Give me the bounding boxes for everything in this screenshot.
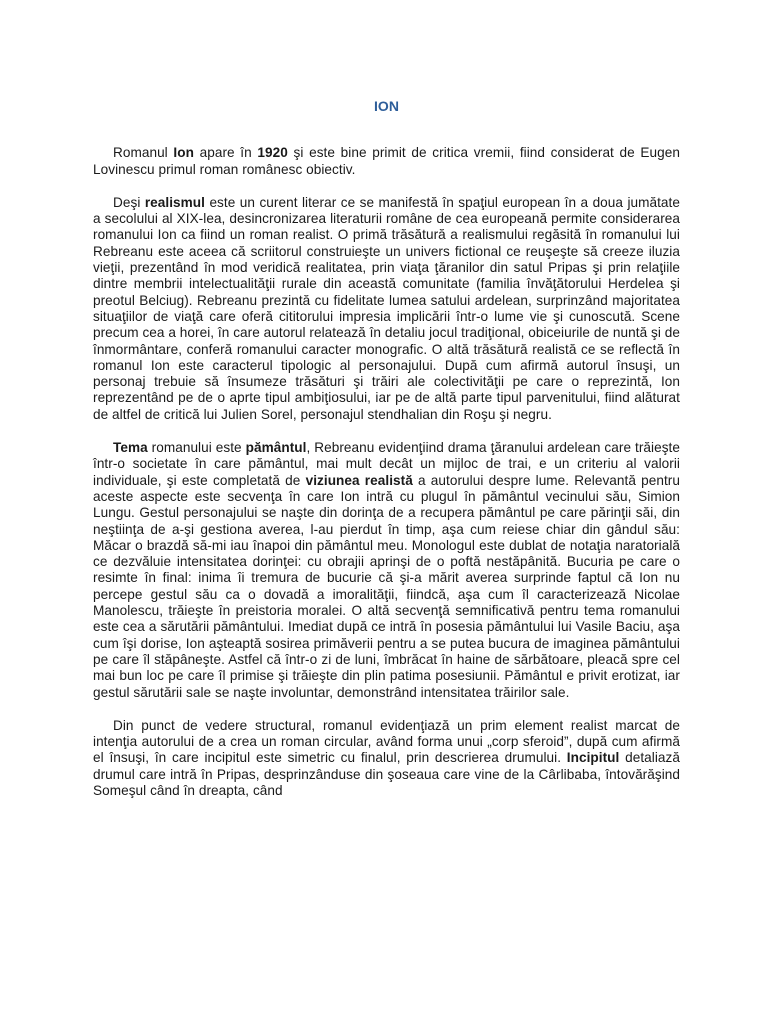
bold-text-run: Ion xyxy=(173,145,194,161)
bold-text-run: Tema xyxy=(113,440,148,456)
paragraph-4 xyxy=(93,718,680,799)
text-run: Romanul xyxy=(113,145,174,161)
bold-text-run: realismul xyxy=(144,194,205,210)
document-body xyxy=(93,145,680,799)
bold-text-run: Incipitul xyxy=(566,750,620,766)
document-title: ION xyxy=(374,98,399,114)
text-run: apare în xyxy=(193,145,258,161)
bold-text-run: pământul xyxy=(245,440,307,456)
text-run: este un curent literar ce se manifestă în spaţiul european în a doua jumătate a secolului al XIX-lea, desincronizarea literaturii române de cea europeană permite considerarea romanului Ion ca fiind un roman realist. O primă trăsătură a realismului regăsită în romanului lui Rebreanu este aceea că scriitorul construieşte un univers fictional ce reuşeşte să creeze iluzia vieţii, prezentând în mod veridică realitatea, prin viaţa ţăranilor din satul Pripas şi prin relaţiile dintre membrii intelectualităţii rurale din această comunitate (familia învăţătorului Herdelea şi preotul Belciug). Rebreanu prezintă cu fidelitate lumea satului ardelean, surprinzând majoritatea situaţiilor de viaţă care oferă cititorului impresia implicării într-o lume vie şi cunoscută. Scene precum cea a horei, în care autorul relatează în detaliu jocul tradiţional, obiceiurile de nuntă şi de înmormântare, conferă romanului caracter monografic. O altă trăsătură realistă ce se reflectă în romanul Ion este caracterul tipologic al personajului. După cum afirmă autorul însuşi, un personaj trebuie să însumeze trăsături şi trăiri ale colectivităţii pe care o reprezintă, Ion reprezentând pe de o aprte tipul ambiţiosului, iar pe de altă parte tipul parvenitului, fiind alăturat de altfel de critică lui Julien Sorel, personajul stendhalian din Roşu şi negru. xyxy=(93,194,680,422)
text-run: Deşi xyxy=(113,194,145,210)
paragraph-2 xyxy=(93,195,680,423)
text-run: Din punct de vedere structural, romanul evidenţiază un prim element realist marcat de intenţia autorului de a crea un roman circular, având forma unui „corp sferoid”, după cum afirmă el însuşi, în care incipitul este simetric cu finalul, prin descrierea drumului. xyxy=(93,717,680,766)
text-run: a autorului despre lume. Relevantă pentru aceste aspecte este secvenţa în care Ion intră cu plugul în pământul vecinului său, Simion Lungu. Gestul personajului se naşte din dorinţa de a recupera pământul pe care părinţii săi, din neştiinţa de a-şi gestiona averea, l-au pierdut în timp, aşa cum reiese chiar din gândul său: Măcar o brazdă să-mi iau înapoi din pământul meu. Monologul este dublat de notaţia naratorială ce dezvăluie intensitatea dorinţei: cu obrajii aprinşi de o poftă nestăpânită. Bucuria pe care o resimte în final: inima îi tremura de bucurie că şi-a mărit averea surprinde faptul că Ion nu percepe gestul său ca o dovadă a imoralităţii, fiindcă, aşa cum îl caracterizează Nicolae Manolescu, trăieşte în preistoria moralei. O altă secvenţă semnificativă pentru tema romanului este cea a sărutării pământului. Imediat după ce intră în posesia pământului lui Vasile Baciu, aşa cum îşi dorise, Ion aşteaptă sosirea primăverii pentru a se putea bucura de imaginea pământului pe care îl stăpâneşte. Astfel că într-o zi de luni, îmbrăcat în haine de sărbătoare, pleacă spre cel mai bun loc pe care îl primise şi trăieşte din plin patima posesiunii. Pământul e privit erotizat, iar gestul sărutării sale se naşte involuntar, demonstrând intensitatea trăirilor sale. xyxy=(93,472,680,700)
text-run: romanului este xyxy=(147,440,246,456)
text-run: şi este bine primit de critica vremii, fiind considerat de Eugen Lovinescu primul roman românesc obiectiv. xyxy=(93,145,680,177)
text-run: detaliază drumul care intră în Pripas, desprinzânduse din şoseaua care vine de la Cârlibaba, întovărăşind Someşul când în dreapta, când xyxy=(93,750,680,798)
text-run: , Rebreanu evidenţiind drama ţăranului ardelean care trăieşte într-o societate în care pământul, mai mult decât un mijloc de trai, e un criteriu al valorii individuale, şi este completată de xyxy=(93,440,680,488)
bold-text-run: 1920 xyxy=(257,145,288,161)
bold-text-run: viziunea realistă xyxy=(305,472,413,488)
paragraph-3 xyxy=(93,440,680,701)
paragraph-1 xyxy=(93,145,680,178)
